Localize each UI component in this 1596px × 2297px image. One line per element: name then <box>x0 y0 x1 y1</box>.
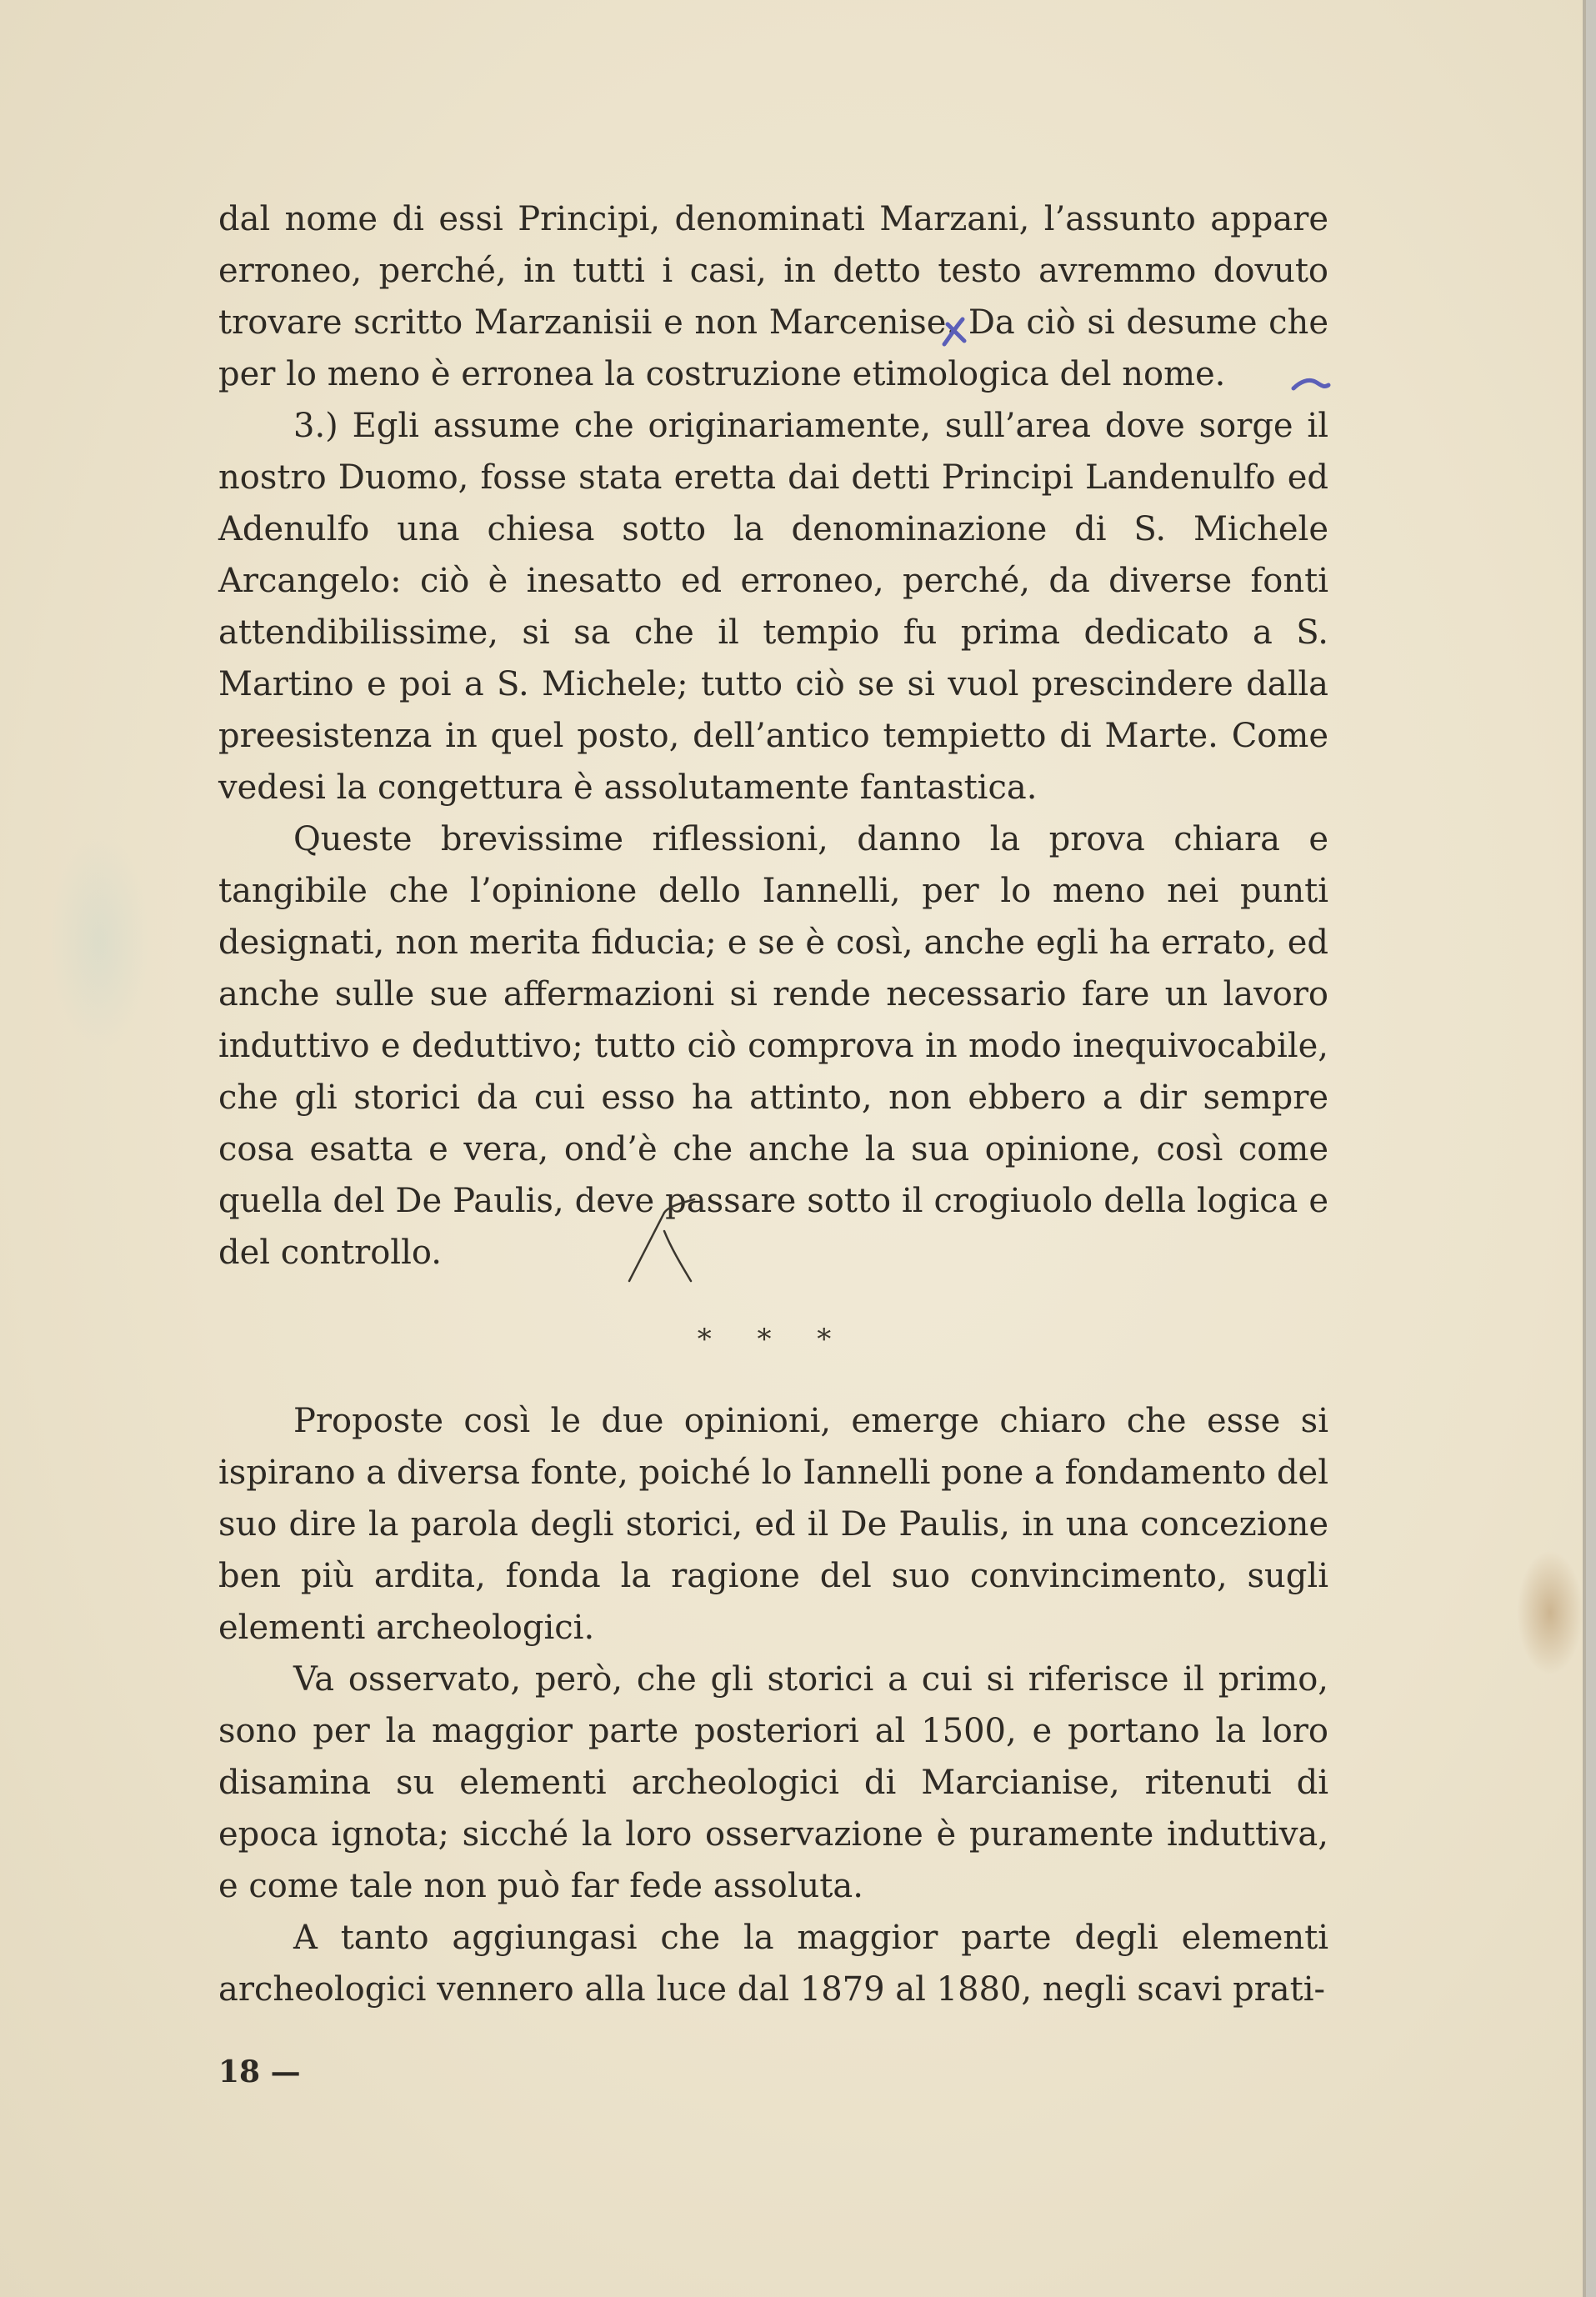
water-stain <box>1517 1550 1583 1675</box>
paragraph-2: 3.) Egli assume che originariamente, sull’area dove sorge il nostro Duomo, fosse stata eretta dai detti Principi Landenulfo ed Adenulfo una chiesa sotto la denominazione di S. Michele Arcangelo: ciò è inesatto ed erroneo, perché, da diverse fonti attendibilissime, si sa che il tempio fu prima dedicato a S. Martino e poi a S. Michele; tutto ciò se si vuol prescindere dalla preesistenza in quel posto, dell’antico tempietto di Marte. Come vedesi la congettura è assolutamente fantastica. <box>218 407 1328 807</box>
paragraph-5: Va osservato, però, che gli storici a cui si riferisce il primo, sono per la maggior parte posteriori al 1500, e portano la loro disamina su elementi archeologici di Marcianise, ritenuti di epoca ignota; sicché la loro osservazione è puramente induttiva, e come tale non può far fede assoluta. <box>218 1660 1328 1905</box>
paragraph-1: dal nome di essi Principi, denominati Marzani, l’assunto appare erroneo, perché, in tutti i casi, in detto testo avremmo dovuto trovare scritto Marzanisii e non Marcenise. Da ciò si desume che per lo meno è erronea la costruzione etimologica del nome. <box>218 200 1328 393</box>
paragraph-6: A tanto aggiungasi che la maggior parte degli elementi archeologici vennero alla luce dal 1879 al 1880, negli scavi prati- <box>218 1919 1328 2009</box>
paragraph-3: Queste brevissime riflessioni, danno la prova chiara e tangibile che l’opinione dello Iannelli, per lo meno nei punti designati, non merita fiducia; e se è così, anche egli ha errato, ed anche sulle sue affermazioni si rende necessario fare un lavoro induttivo e deduttivo; tutto ciò comprova in modo inequivocabile, che gli storici da cui esso ha attinto, non ebbero a dir sempre cosa esatta e vera, ond’è che anche la sua opinione, così come quella del De Paulis, deve passare sotto il crogiuolo della logica e del controllo. <box>218 820 1328 1272</box>
paragraph-4: Proposte così le due opinioni, emerge chiaro che esse si ispirano a diversa fonte, poiché lo Iannelli pone a fondamento del suo dire la parola degli storici, ed il De Paulis, in una concezione ben più ardita, fonda la ragione del suo convincimento, sugli elementi archeologici. <box>218 1402 1328 1647</box>
page-number: 18 — <box>218 2054 301 2089</box>
faded-stain <box>50 833 150 1050</box>
body-text <box>218 193 1328 2015</box>
section-separator: * * * <box>697 1323 850 1356</box>
